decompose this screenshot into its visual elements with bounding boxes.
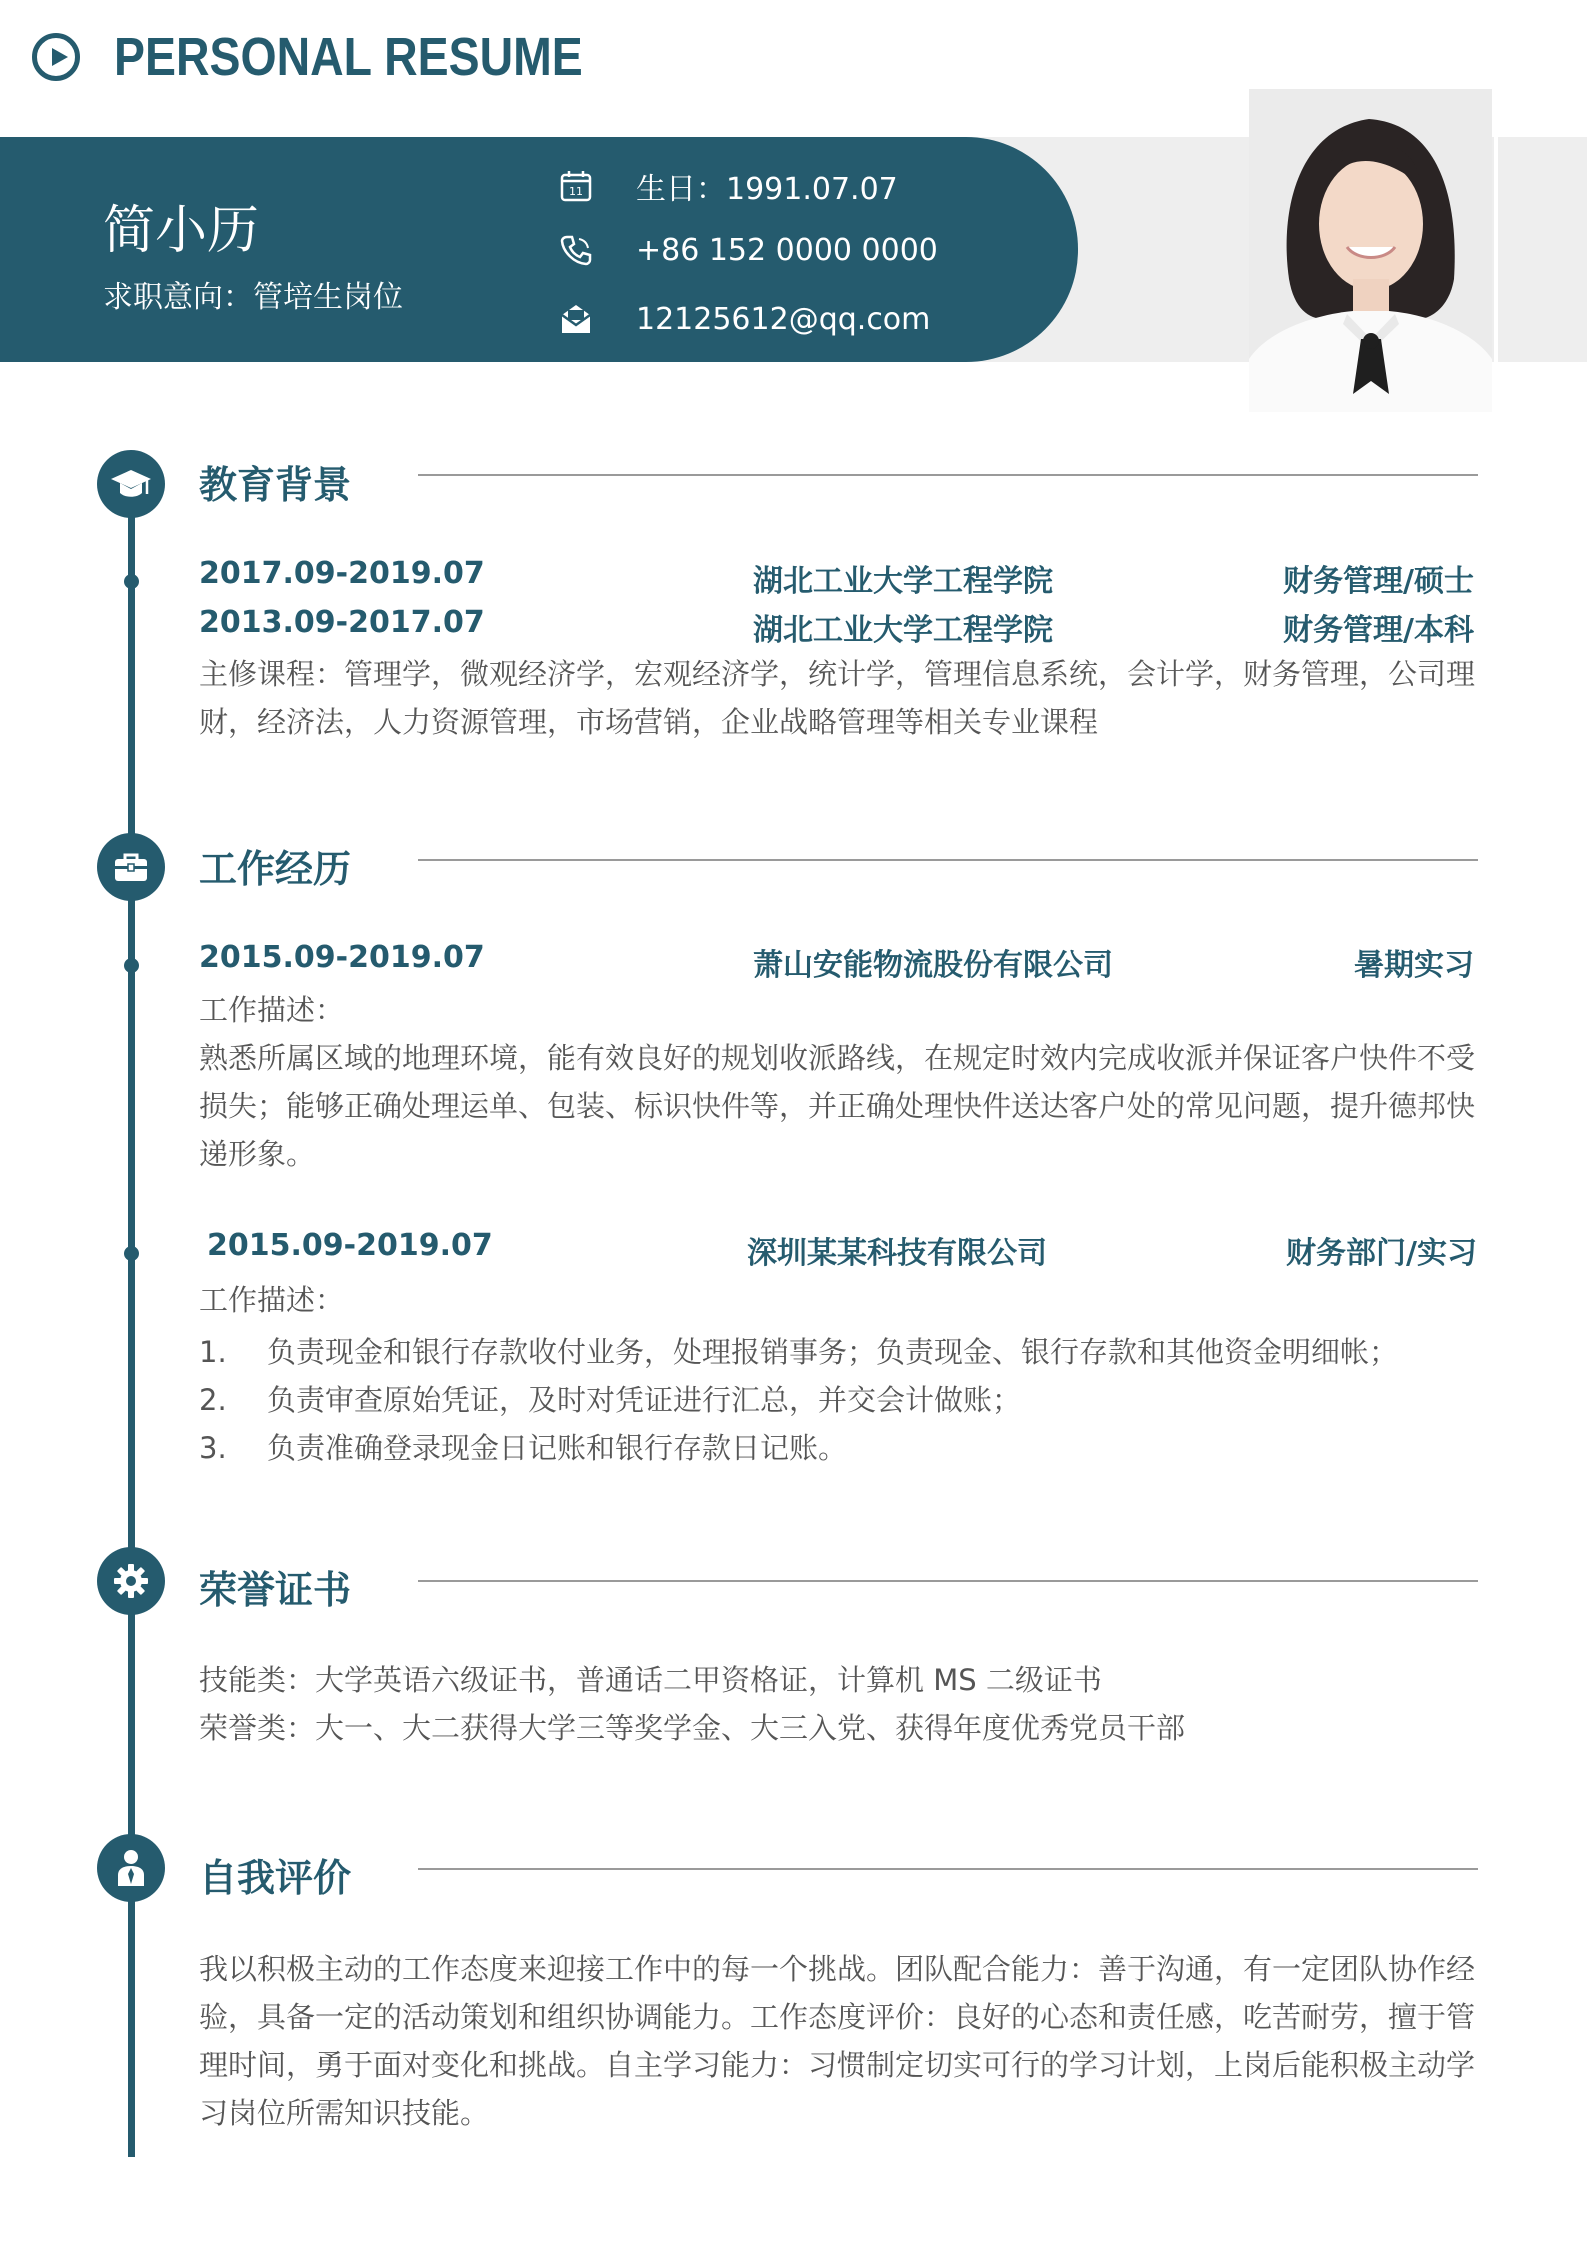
edu-school: 湖北工业大学工程学院 xyxy=(753,564,1053,599)
honors-skills: 技能类：大学英语六级证书，普通话二甲资格证，计算机 MS 二级证书 xyxy=(199,1663,1102,1697)
list-text: 负责审查原始凭证，及时对凭证进行汇总，并交会计做账； xyxy=(267,1383,1022,1417)
list-number: 3. xyxy=(199,1431,227,1465)
list-item xyxy=(199,1378,1021,1419)
profile-photo xyxy=(1249,89,1492,412)
education-row xyxy=(199,556,1474,600)
gear-icon xyxy=(97,1547,165,1615)
birthday-text: 生日：1991.07.07 xyxy=(636,172,898,207)
section-rule xyxy=(418,1580,1478,1582)
work-role: 财务部门/实习 xyxy=(1286,1236,1477,1271)
work-date: 2015.09-2019.07 xyxy=(207,1228,493,1263)
section-rule xyxy=(418,1868,1478,1870)
phone-icon xyxy=(558,232,594,268)
candidate-name: 简小历 xyxy=(103,201,260,261)
work-company: 深圳某某科技有限公司 xyxy=(747,1236,1047,1271)
honors-awards: 荣誉类：大一、大二获得大学三等奖学金、大三入党、获得年度优秀党员干部 xyxy=(199,1711,1186,1745)
work-description xyxy=(199,986,1484,1178)
education-row xyxy=(199,605,1474,649)
resume-title-text: PERSONAL RESUME xyxy=(114,27,583,87)
work-desc-line: 递形象。 xyxy=(199,1137,316,1171)
list-item xyxy=(199,1330,1398,1371)
work-desc-line: 损失；能够正确处理运单、包装、标识快件等，并正确处理快件送达客户处的常见问题，提升德邦快 xyxy=(199,1089,1476,1123)
briefcase-icon xyxy=(97,833,165,901)
svg-text:11: 11 xyxy=(569,185,583,198)
section-title-honors: 荣誉证书 xyxy=(199,1568,352,1612)
play-circle-icon xyxy=(32,33,80,81)
edu-school: 湖北工业大学工程学院 xyxy=(753,613,1053,648)
self-eval-text xyxy=(199,1945,1484,2137)
honors-text xyxy=(199,1656,1484,1752)
section-title-work: 工作经历 xyxy=(199,847,352,891)
self-eval-line: 我以积极主动的工作态度来迎接工作中的每一个挑战。团队配合能力：善于沟通，有一定团队协作经 xyxy=(199,1952,1476,1986)
work-desc-label: 工作描述： xyxy=(199,993,345,1027)
courses-text xyxy=(199,650,1484,746)
email-text: 12125612@qq.com xyxy=(636,301,931,337)
contact-phone xyxy=(558,232,938,268)
section-title-self-eval: 自我评价 xyxy=(199,1856,352,1900)
contact-email xyxy=(558,301,930,337)
section-title-education: 教育背景 xyxy=(199,463,352,507)
edu-date: 2013.09-2017.07 xyxy=(199,605,485,640)
timeline-dot xyxy=(124,958,139,973)
list-number: 2. xyxy=(199,1383,227,1417)
courses-line: 主修课程：管理学，微观经济学，宏观经济学，统计学，管理信息系统，会计学，财务管理，公司理 xyxy=(199,657,1476,691)
work-row xyxy=(207,1228,1477,1272)
work-desc-label: 工作描述： xyxy=(199,1283,345,1317)
courses-line: 财，经济法，人力资源管理，市场营销，企业战略管理等相关专业课程 xyxy=(199,705,1099,739)
work-date: 2015.09-2019.07 xyxy=(199,940,485,975)
edu-date: 2017.09-2019.07 xyxy=(199,556,485,591)
section-rule xyxy=(418,474,1478,476)
work-desc-line: 熟悉所属区域的地理环境，能有效良好的规划收派路线，在规定时效内完成收派并保证客户快件不受 xyxy=(199,1041,1476,1075)
section-rule xyxy=(418,859,1478,861)
list-text: 负责现金和银行存款收付业务，处理报销事务；负责现金、银行存款和其他资金明细帐； xyxy=(267,1335,1399,1369)
timeline-dot xyxy=(124,574,139,589)
self-eval-line: 习岗位所需知识技能。 xyxy=(199,2096,490,2130)
self-eval-line: 理时间，勇于面对变化和挑战。自主学习能力：习惯制定切实可行的学习计划，上岗后能积极主动学 xyxy=(199,2048,1476,2082)
timeline-dot xyxy=(124,1246,139,1261)
self-eval-line: 验，具备一定的活动策划和组织协调能力。工作态度评价：良好的心态和责任感，吃苦耐劳，擅于管 xyxy=(199,2000,1476,2034)
graduation-cap-icon xyxy=(97,450,165,518)
work-company: 萧山安能物流股份有限公司 xyxy=(753,948,1113,983)
person-icon xyxy=(97,1834,165,1902)
list-text: 负责准确登录现金日记账和银行存款日记账。 xyxy=(267,1431,848,1465)
job-intent: 求职意向：管培生岗位 xyxy=(103,280,403,315)
contact-birthday xyxy=(558,164,898,208)
edu-degree: 财务管理/本科 xyxy=(1283,613,1474,648)
timeline-line xyxy=(128,484,135,2157)
list-number: 1. xyxy=(199,1335,227,1369)
work-row xyxy=(199,940,1474,984)
band-divider xyxy=(1494,137,1498,362)
email-icon xyxy=(558,301,594,337)
calendar-icon xyxy=(558,168,594,204)
resume-title xyxy=(32,22,659,92)
edu-degree: 财务管理/硕士 xyxy=(1283,564,1474,599)
phone-text: +86 152 0000 0000 xyxy=(636,232,938,268)
list-item xyxy=(199,1426,847,1467)
work-role: 暑期实习 xyxy=(1354,948,1474,983)
